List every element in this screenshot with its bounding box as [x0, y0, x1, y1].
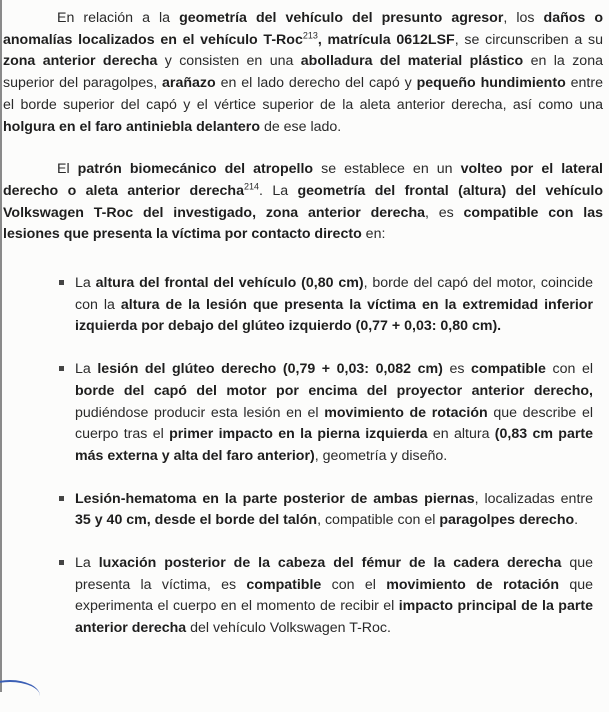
square-bullet-icon: [59, 496, 64, 501]
bullet-hip-luxation: [3, 553, 603, 640]
findings-list: [3, 273, 603, 640]
text-run: En relación a la: [57, 10, 180, 26]
emphasis-text: compatible: [471, 361, 546, 378]
text-run: que experimenta el cuerpo en el momento de recibir el: [75, 576, 593, 615]
text-run: .: [574, 512, 579, 529]
square-bullet-icon: [59, 366, 64, 371]
page-left-edge: [0, 0, 2, 692]
paragraph-vehicle-damage: [3, 8, 603, 138]
emphasis-text: Lesión-hematoma en la parte posterior de ambas piernas: [75, 490, 475, 507]
text-run: en:: [361, 226, 386, 243]
text-run: del vehículo Volkswagen T-Roc.: [186, 620, 391, 637]
text-run: en altura: [427, 426, 495, 443]
list-item-text: [75, 489, 593, 532]
text-run: con el: [321, 576, 387, 593]
footnote-ref: 213: [302, 29, 318, 40]
emphasis-text: luxación posterior de la cabeza del fémur de la cadera derecha: [98, 555, 562, 572]
stamp-mark: [0, 680, 40, 712]
bullet-right-gluteus-lesion: [3, 359, 603, 468]
footnote-ref: 214: [243, 181, 259, 192]
text-run: de ese lado.: [260, 118, 342, 135]
text-run: es: [442, 361, 472, 378]
emphasis-text: lesión del glúteo derecho (0,79 + 0,03: 0,082 cm): [97, 361, 443, 378]
emphasis-text: (0,83 cm parte más externa y alta del faro anterior): [75, 426, 593, 464]
text-run: que describe el cuerpo tras el: [75, 404, 593, 443]
emphasis-text: daños o anomalías localizados en el vehículo T-Roc: [3, 10, 604, 48]
paragraph-biomechanical-pattern: [3, 159, 603, 246]
text-run: y consisten en una: [157, 53, 301, 70]
list-item-text: [75, 273, 593, 338]
emphasis-text: 35 y 40 cm, desde el borde del talón: [75, 512, 318, 529]
text-run: se establece en un: [313, 161, 461, 178]
emphasis-text: zona anterior derecha: [3, 53, 158, 70]
list-item-text: [75, 359, 593, 468]
text-run: en el lado derecho del capó y: [215, 75, 417, 92]
emphasis-text: paragolpes derecho: [439, 512, 575, 529]
emphasis-text: impacto principal de la parte anterior derecha: [75, 598, 593, 637]
emphasis-text: altura del frontal del vehículo (0,80 cm): [95, 275, 364, 292]
emphasis-text: pequeño hundimiento: [416, 75, 566, 92]
text-run: , borde del capó del motor, coincide con la: [75, 275, 593, 313]
emphasis-text: volteo por el lateral derecho o aleta anterior derecha: [3, 161, 603, 199]
emphasis-text: compatible: [246, 576, 322, 593]
emphasis-text: borde del capó del motor por encima del proyector anterior derecho,: [75, 382, 593, 399]
text-run: en la zona superior del paragolpes,: [3, 53, 603, 92]
emphasis-text: , matrícula 0612LSF: [317, 31, 455, 48]
text-run: El: [57, 161, 78, 178]
text-run: que presenta la víctima, es: [75, 555, 593, 593]
body-paragraphs: [3, 8, 603, 246]
emphasis-text: abolladura del material plástico: [300, 53, 524, 70]
bullet-frontal-height: [3, 273, 603, 338]
list-item-text: [75, 553, 593, 640]
emphasis-text: holgura en el faro antiniebla delantero: [3, 118, 260, 135]
emphasis-text: altura de la lesión que presenta la víctima en la extremidad inferior izquierda por debajo del glúteo izquierdo (0,77 + 0,03: 0,80 cm).: [75, 296, 593, 335]
text-run: , es: [425, 204, 464, 221]
bullet-leg-hematoma: [3, 489, 603, 532]
text-run: . La: [259, 182, 298, 199]
text-run: , geometría y diseño.: [314, 447, 448, 464]
text-run: La: [75, 275, 96, 292]
square-bullet-icon: [59, 560, 64, 565]
emphasis-text: patrón biomecánico del atropello: [77, 161, 314, 178]
emphasis-text: geometría del vehículo del presunto agresor: [179, 10, 504, 26]
emphasis-text: primer impacto en la pierna izquierda: [169, 426, 428, 443]
emphasis-text: compatible con las lesiones que presenta la víctima por contacto directo: [3, 204, 603, 243]
text-run: , se circunscriben a su: [454, 31, 604, 48]
emphasis-text: movimiento de rotación: [386, 576, 559, 593]
text-run: con el: [545, 361, 593, 378]
emphasis-text: movimiento de rotación: [324, 404, 488, 421]
text-run: , compatible con el: [317, 512, 440, 529]
text-run: pudiéndose producir esta lesión en el: [75, 404, 325, 421]
square-bullet-icon: [59, 280, 64, 285]
emphasis-text: arañazo: [162, 75, 216, 92]
text-run: La: [75, 361, 98, 378]
document-page: [3, 8, 603, 661]
text-run: , los: [503, 10, 544, 26]
text-run: La: [75, 555, 99, 572]
text-run: entre el borde superior del capó y el vértice superior de la aleta anterior derecha, así como una: [3, 75, 603, 113]
emphasis-text: geometría del frontal (altura) del vehículo Volkswagen T-Roc del investigado, zona anterior derecha: [3, 182, 603, 221]
text-run: , localizadas entre: [474, 490, 593, 507]
